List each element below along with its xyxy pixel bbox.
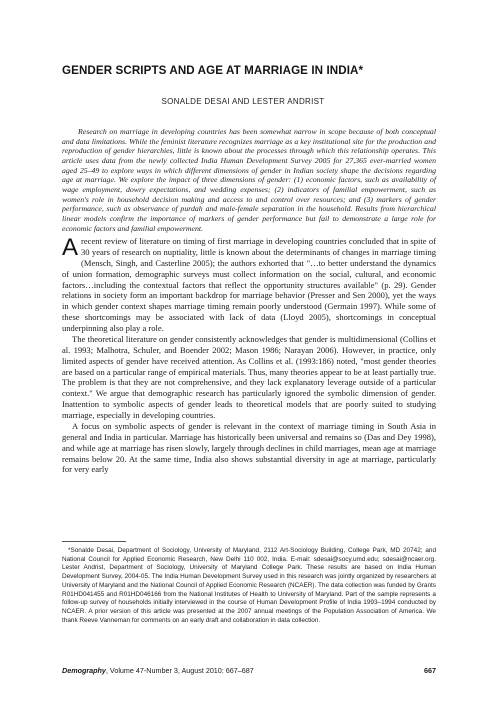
body-paragraph-1-text: recent review of literature on timing of first marriage in developing countries concluded that in spite of 30 years of research on nuptiality, little is known about the determinants of changes in marriage timing (Mensch, Singh, and Casterline 2005); the authors exhorted that "…to better understand the dynamics of union formation, demographic surveys must collect information on the social, cultural, and economic factors…including the contextual factors that reflect the opportunity structures available" (p. 29). Gender relations in society form an important backdrop for marriage behavior (Presser and Sen 2000), yet the ways in which gender context shapes marriage timing remain poorly understood (Germain 1997). While some of these shortcomings may be associated with lack of data (Lloyd 2005), shortcomings in conceptual underpinning also play a role. bbox=[62, 236, 436, 333]
abstract-paragraph: Research on marriage in developing countries has been somewhat narrow in scope because of both conceptual and data limitations. While the feminist literature recognizes marriage as a key institutional site for the production and reproduction of gender hierarchies, little is known about the processes through which this relationship operates. This article uses data from the newly collected India Human Development Survey 2005 for 27,365 ever-married women aged 25–49 to explore ways in which different dimensions of gender in Indian society shape the decisions regarding age at marriage. We explore the impact of three dimensions of gender: (1) economic factors, such as availability of wage employment, dowry expectations, and wedding expenses; (2) indicators of familial empowerment, such as women's role in household decision making and access to and control over resources; and (3) markers of gender performance, such as observance of purdah and male-female separation in the household. Results from hierarchical linear models confirm the importance of markers of gender performance but fail to demonstrate a large role for economic factors and familial empowerment. bbox=[62, 127, 436, 233]
article-title: GENDER SCRIPTS AND AGE AT MARRIAGE IN INDIA* bbox=[62, 64, 364, 77]
article-authors: SONALDE DESAI AND LESTER ANDRIST bbox=[161, 97, 325, 106]
page-number: 667 bbox=[424, 666, 436, 675]
footnote-divider bbox=[62, 541, 126, 542]
body-paragraph-3: A focus on symbolic aspects of gender is relevant in the context of marriage timing in South Asia in general and India in particular. Marriage has historically been universal and remains so (Das and Dey 1998), and while age at marriage has risen slowly, largely through declines in child marriages, mean age at marriage remains below 20. At the same time, India also shows substantial diversity in age at marriage, particularly for very early bbox=[62, 420, 436, 475]
journal-citation bbox=[62, 666, 254, 675]
author-footnote: *Sonalde Desai, Department of Sociology, University of Maryland, 2112 Art-Sociology Building, College Park, MD 20742; and National Council for Applied Economic Research, New Delhi 110 002, India. E-mail: sdesai@socy.umd.edu; sdesai@ncaer.org. Lester Andrist, Department of Sociology, University of Maryland College Park. These results are based on India Human Development Survey, 2004-05. The India Human Development Survey used in this research was jointly organized by researchers at University of Maryland and the National Council of Applied Economic Research (NCAER). The data collection was funded by Grants R01HD041455 and R01HD046166 from the National Institutes of Health to University of Maryland. Part of the sample represents a follow-up survey of households initially interviewed in the course of Human Development Profile of India 1993–1994 conducted by NCAER. A prior version of this article was presented at the 2007 annual meetings of the Population Association of America. We thank Reeve Vanneman for comments on an early draft and collaboration in data collection. bbox=[62, 547, 436, 624]
article-body bbox=[62, 236, 436, 475]
journal-name: Demography bbox=[62, 666, 106, 675]
body-paragraph-2: The theoretical literature on gender consistently acknowledges that gender is multidimensional (Collins et al. 1993; Malhotra, Schuler, and Boender 2002; Mason 1986; Narayan 2006). However, in practice, only limited aspects of gender have received attention. As Collins et al. (1993:186) noted, "most gender theories are based on a particular range of empirical materials. Thus, many theories appear to be at least partially true. The problem is that they are not comprehensive, and they lack explanatory leverage outside of a particular context." We argue that demographic research has particularly ignored the symbolic dimension of gender. Inattention to symbolic aspects of gender leads to theoretical models that are poorly suited to studying marriage, especially in developing countries. bbox=[62, 333, 436, 420]
body-paragraph-1 bbox=[62, 236, 436, 334]
drop-cap-letter: A bbox=[62, 234, 79, 261]
journal-issue-info: , Volume 47-Number 3, August 2010: 667–687 bbox=[105, 666, 254, 675]
